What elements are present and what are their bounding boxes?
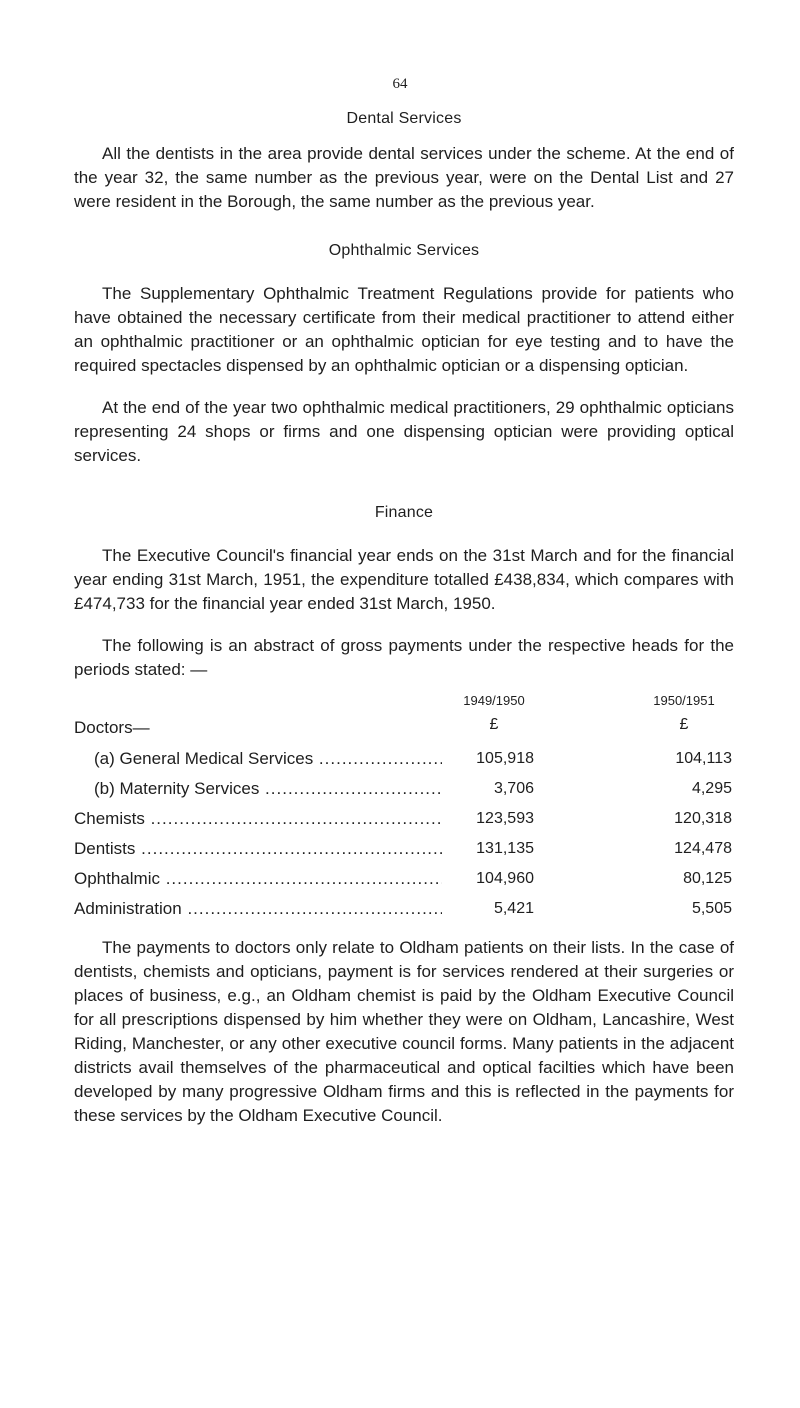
page-content [74, 110, 734, 1128]
value-1949-1950: 131,135 [476, 840, 534, 857]
table-row [74, 834, 734, 864]
ophthalmic-services-heading: Ophthalmic Services [328, 242, 480, 259]
column-period: 1950/1951 [653, 693, 715, 708]
doctors-group-label: Doctors— [74, 718, 150, 737]
dental-services-heading: Dental Services [346, 110, 462, 127]
value-1950-1951: 124,478 [674, 840, 732, 857]
value-1950-1951: 80,125 [683, 870, 732, 887]
value-1950-1951: 5,505 [691, 900, 732, 917]
column-currency: £ [489, 716, 499, 733]
value-1949-1950: 5,421 [493, 900, 534, 917]
ophthalmic-services-paragraph-2: At the end of the year two ophthalmic medical practitioners, 29 ophthalmic opticians representing 24 shops or firms and one dispensing optician were providing optical services. [74, 398, 734, 465]
value-1949-1950: 104,960 [476, 870, 534, 887]
finance-paragraph-1: The Executive Council's financial year ends on the 31st March and for the financial year ending 31st March, 1951, the expenditure totalled £438,834, which compares with £474,733 for the financial year ended 31st March, 1950. [74, 546, 734, 613]
table-row [74, 894, 734, 924]
value-1950-1951: 104,113 [675, 750, 732, 767]
table-row [74, 864, 734, 894]
table-row [74, 774, 734, 804]
column-currency: £ [679, 716, 689, 733]
value-1950-1951: 120,318 [674, 810, 732, 827]
table-row [74, 744, 734, 774]
value-1950-1951: 4,295 [691, 780, 732, 797]
finance-paragraph-2: The following is an abstract of gross payments under the respective heads for the periods stated: — [74, 636, 734, 679]
column-header-1949-1950 [444, 692, 544, 734]
payments-table-header [74, 688, 734, 744]
row-label: Ophthalmic ..... [74, 864, 442, 894]
row-label: (b) Maternity Services ..... [94, 774, 442, 804]
row-label: Chemists ..... [74, 804, 442, 834]
column-header-1950-1951 [634, 692, 734, 734]
row-label: Administration ..... [74, 894, 442, 924]
value-1949-1950: 123,593 [476, 810, 534, 827]
page-number: 64 [392, 76, 408, 92]
column-period: 1949/1950 [463, 693, 525, 708]
finance-paragraph-3: The payments to doctors only relate to Oldham patients on their lists. In the case of dentists, chemists and opticians, payment is for services rendered at their surgeries or places of business, e.g., an Oldham chemist is paid by the Oldham Executive Council for all prescriptions dispensed by him whether they were on Oldham, Lancashire, West Riding, Manchester, or any other executive council forms. Many patients in the adjacent districts avail themselves of the pharmaceutical and optical facilties which have been developed by many progressive Oldham firms and this is reflected in the payments for these services by the Oldham Executive Council. [74, 938, 734, 1125]
dental-services-paragraph: All the dentists in the area provide dental services under the scheme. At the end of the year 32, the same number as the previous year, were on the Dental List and 27 were resident in the Borough, the same number as the previous year. [74, 144, 734, 211]
row-label: Dentists ..... [74, 834, 442, 864]
row-label: (a) General Medical Services ..... [94, 744, 442, 774]
ophthalmic-services-paragraph-1: The Supplementary Ophthalmic Treatment Regulations provide for patients who have obtained the necessary certificate from their medical practitioner to attend either an ophthalmic practitioner or an ophthalmic optician for eye testing and to have the required spectacles dispensed by an ophthalmic optician or a dispensing optician. [74, 284, 734, 375]
value-1949-1950: 105,918 [476, 750, 534, 767]
table-row [74, 804, 734, 834]
payments-table [74, 688, 734, 924]
value-1949-1950: 3,706 [493, 780, 534, 797]
finance-heading: Finance [374, 504, 434, 521]
